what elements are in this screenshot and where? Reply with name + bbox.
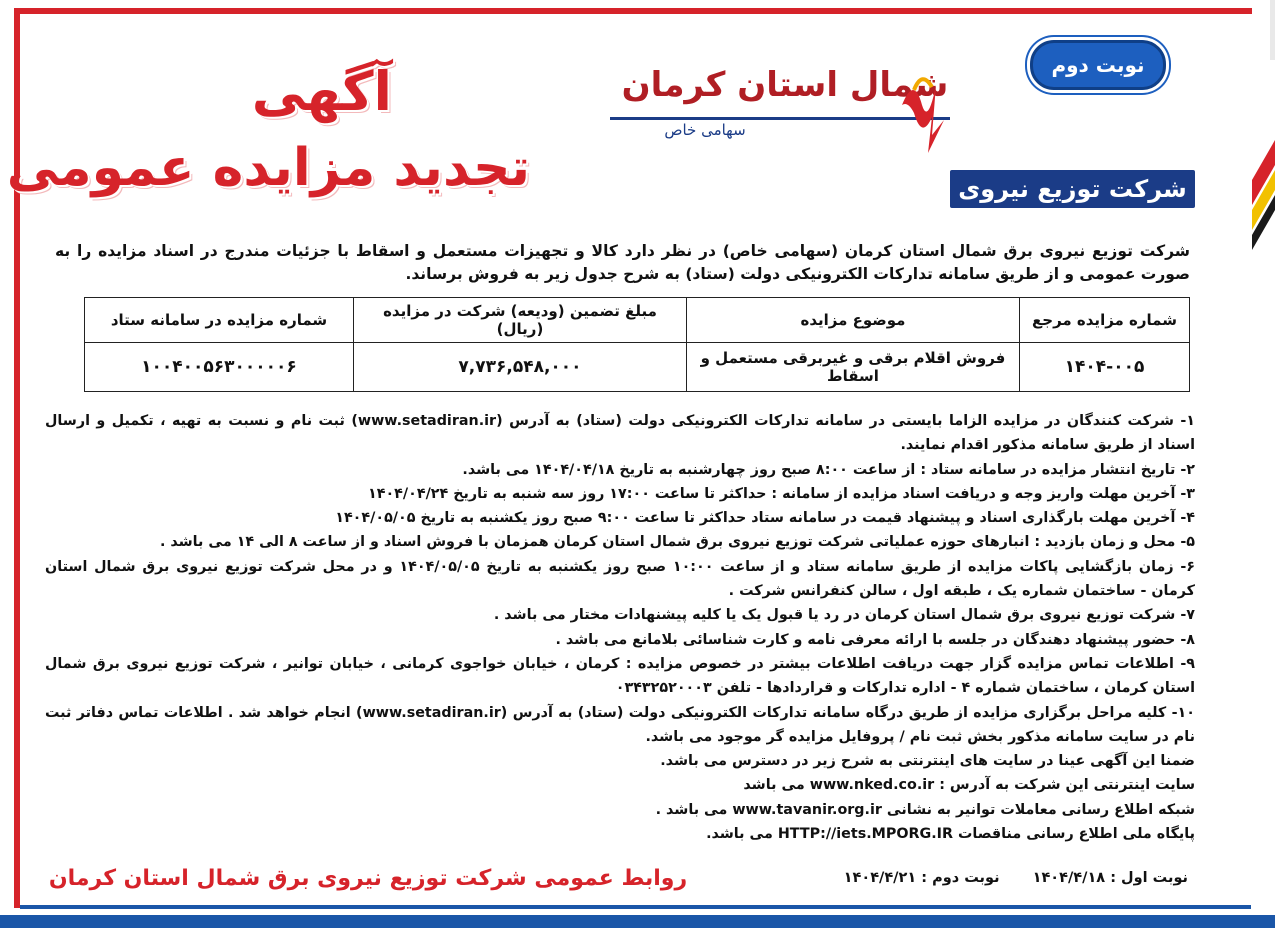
first-publication-date: نوبت اول : ۱۴۰۴/۴/۱۸ <box>1032 870 1188 886</box>
table-header: مبلغ تضمین (ودیعه) شرکت در مزایده (ریال) <box>354 298 687 343</box>
table-header: شماره مزایده در سامانه ستاد <box>85 298 354 343</box>
table-header: شماره مزایده مرجع <box>1020 298 1190 343</box>
table-header-row <box>85 298 1190 343</box>
note-line: سایت اینترنتی این شرکت به آدرس : www.nked.co.ir می باشد <box>743 777 1195 794</box>
list-item: ۸- حضور پیشنهاد دهندگان در جلسه با ارائه معرفی نامه و کارت شناسائی بلامانع می باشد . <box>555 631 1195 648</box>
table-cell-deposit: ۷,۷۳۶,۵۴۸,۰۰۰ <box>354 343 687 392</box>
second-publication-badge: نوبت دوم <box>1030 40 1166 90</box>
list-item: ۱۰- کلیه مراحل برگزاری مزایده از طریق درگاه سامانه تدارکات الکترونیکی دولت (ستاد) به آدرس (www.setadiran.ir) انجام خواهد شد . اطلاعات تماس دفاتر ثبت نام در سایت سامانه مذکور بخش ثبت نام / پروفایل مزایده گر موجود می باشد. <box>45 704 1195 745</box>
list-item: ۳- آخرین مهلت واریز وجه و دریافت اسناد مزایده از سامانه : حداکثر تا ساعت ۱۷:۰۰ روز سه شنبه به تاریخ ۱۴۰۴/۰۴/۲۴ <box>368 485 1195 502</box>
auction-table <box>84 297 1190 392</box>
list-item: ۹- اطلاعات تماس مزایده گزار جهت دریافت اطلاعات بیشتر در خصوص مزایده : کرمان ، خیابان خواجوی کرمانی ، خیابان توانیر ، شرکت توزیع نیروی برق شمال استان کرمان ، ساختمان شماره ۴ - اداره تدارکات و قراردادها - تلفن ۰۳۴۳۲۵۲۰۰۰۳ <box>45 655 1195 697</box>
logo-name: شمال استان کرمان <box>621 65 949 105</box>
second-publication-date: نوبت دوم : ۱۴۰۴/۴/۲۱ <box>843 870 1000 886</box>
logo-type: سهامی خاص <box>664 121 746 139</box>
list-item: ۱- شرکت کنندگان در مزایده الزاما بایستی در سامانه تدارکات الکترونیکی دولت (ستاد) به آدرس (www.setadiran.ir) ثبت نام و نسبت به تهیه ، تکمیل و ارسال اسناد از طریق سامانه مذکور اقدام نمایند. <box>45 413 1195 454</box>
title-auction: تجدید مزایده عمومی <box>6 138 530 198</box>
note-line: ضمنا این آگهی عینا در سایت های اینترنتی به شرح زیر در دسترس می باشد. <box>660 753 1195 770</box>
list-item: ۵- محل و زمان بازدید : انبارهای حوزه عملیاتی شرکت توزیع نیروی برق شمال استان کرمان همزمان با فروش اسناد و از ساعت ۸ الی ۱۴ می باشد . <box>159 534 1195 551</box>
conditions-list <box>45 409 1195 846</box>
lightning-icon <box>892 65 952 155</box>
table-cell-setad-number: ۱۰۰۴۰۰۵۶۳۰۰۰۰۰۶ <box>85 343 354 392</box>
public-relations-signature: روابط عمومی شرکت توزیع نیروی برق شمال استان کرمان <box>48 866 688 891</box>
table-row <box>85 343 1190 392</box>
intro-paragraph: شرکت توزیع نیروی برق شمال استان کرمان (سهامی خاص) در نظر دارد کالا و تجهیزات مستعمل و اسقاط با جزئیات مندرج در اسناد مزایده را به صورت عمومی و از طریق سامانه تدارکات الکترونیکی دولت (ستاد) به شرح جدول زیر به فروش برساند. <box>55 242 1190 283</box>
right-decoration <box>1252 0 1275 915</box>
company-logo <box>610 55 1195 241</box>
top-border <box>14 8 1275 14</box>
list-item: ۷- شرکت توزیع نیروی برق شمال استان کرمان در رد یا قبول یک یا کلیه پیشنهادات مختار می باشد . <box>493 607 1195 624</box>
note-line: پایگاه ملی اطلاع رسانی مناقصات HTTP://iets.MPORG.IR می باشد. <box>706 826 1195 843</box>
title-announcement: آگهی <box>251 60 392 123</box>
bottom-border <box>0 915 1275 928</box>
list-item: ۶- زمان بازگشایی پاکات مزایده از طریق سامانه ستاد و از ساعت ۱۰:۰۰ صبح روز یکشنبه به تاریخ ۱۴۰۴/۰۵/۰۵ و در محل شرکت توزیع نیروی برق شمال استان کرمان - ساختمان شماره یک ، طبقه اول ، سالن کنفرانس شرکت . <box>45 558 1195 600</box>
note-line: شبکه اطلاع رسانی معاملات توانیر به نشانی www.tavanir.org.ir می باشد . <box>655 801 1195 818</box>
table-cell-subject: فروش اقلام برقی و غیربرقی مستعمل و اسقاط <box>687 343 1020 392</box>
list-item: ۲- تاریخ انتشار مزایده در سامانه ستاد : از ساعت ۸:۰۰ صبح روز چهارشنبه به تاریخ ۱۴۰۴/۰۴/۱۸ می باشد. <box>462 461 1195 478</box>
logo-company-bar: شرکت توزیع نیروی برق <box>950 170 1195 208</box>
list-item: ۴- آخرین مهلت بارگذاری اسناد و پیشنهاد قیمت در سامانه ستاد حداکثر تا ساعت ۹:۰۰ صبح روز یکشنبه به تاریخ ۱۴۰۴/۰۵/۰۵ <box>335 510 1195 527</box>
table-header: موضوع مزایده <box>687 298 1020 343</box>
table-cell-reference-number: ۱۴۰۴-۰۰۵ <box>1020 343 1190 392</box>
publication-dates <box>820 870 1188 886</box>
bottom-thin-border <box>20 905 1251 909</box>
